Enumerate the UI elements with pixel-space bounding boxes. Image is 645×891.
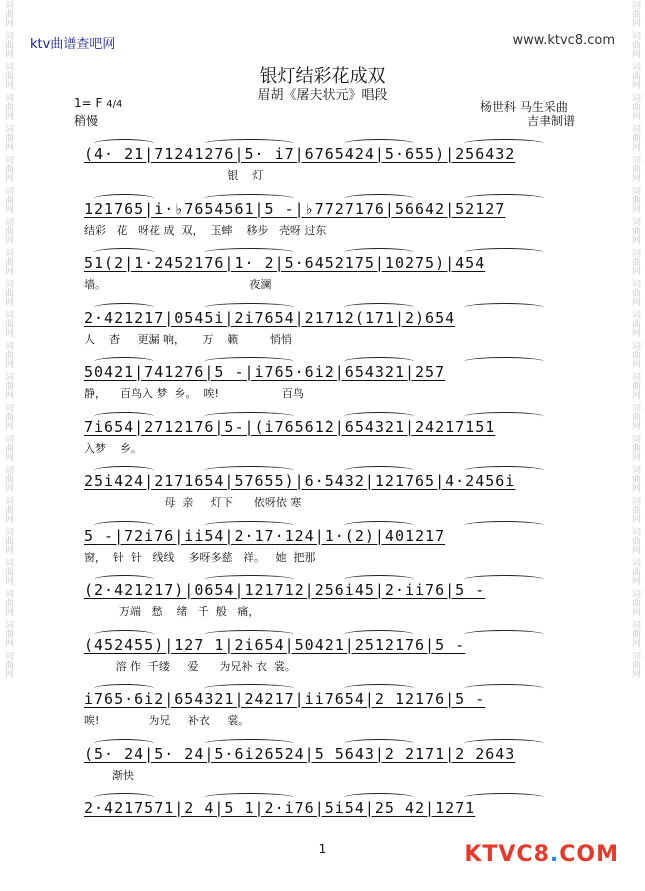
watermark-text: 词曲网 [3,62,13,89]
notation-line: 51(2|1·2452176|1· 2|5·6452175|10275)|454 [84,254,486,272]
slur-arc [464,466,544,475]
slur-arc [464,575,544,584]
slur-arc [344,684,414,693]
slur-arc [204,793,294,802]
slur-arc [94,575,154,584]
notation-line: 2·421217|0545i|2i7654|21712(171|2)654 [84,308,456,327]
score-row [84,690,574,730]
watermark-text: 词曲网 [3,620,13,647]
score-row [84,309,574,349]
slur-arc [204,248,294,257]
notation-line: 2·4217571|2 4|5 1|2·i76|5i54|25 42|1271 [84,799,476,817]
score-row [84,200,574,240]
slur-arc [344,248,414,257]
watermark-text: 词曲网 [3,558,13,585]
slur-arc [344,357,414,366]
slur-arc [94,357,154,366]
time-signature: 4/4 [106,99,123,110]
lyrics-line: 人 杳 更漏 响， 万 籁 悄悄 [84,332,292,346]
score-row [84,527,574,567]
watermark-text: 词曲网 [3,279,13,306]
watermark-text: 词曲网 [3,31,13,58]
notation-line: (5· 24|5· 24|5·6i26524|5 5643|2 2171|2 2643 [84,744,516,763]
watermark-text: 词曲网 [630,341,640,368]
notation-line: 7i654|2712176|5-|(i76561̇2|654321|24217151 [84,417,496,436]
notation-line: 121765|i·♭7654561|5 -|♭7727176|56642|52127 [84,199,506,218]
score-row [84,636,574,676]
watermark-text: 词曲网 [630,465,640,492]
site-name-left[interactable]: ktv曲谱查吧网 [30,37,116,52]
slur-arc [464,139,544,148]
slur-arc [344,793,414,802]
slur-arc [204,194,294,203]
slur-arc [344,139,414,148]
key-label: 1= F [74,96,103,110]
watermark-text: 词曲网 [630,93,640,120]
score-row [84,472,574,512]
notation-line: 5 -|72i76|ii54|2·17·124|1·(2)|401217 [84,526,446,545]
slur-arc [464,684,544,693]
slur-arc [204,466,294,475]
watermark-text: 词曲网 [630,651,640,678]
slur-arc [204,630,294,639]
watermark-text: 词曲网 [630,527,640,554]
watermark-text: 词曲网 [3,124,13,151]
slur-arc [94,303,154,312]
slur-arc [344,630,414,639]
side-watermark-left [2,0,16,891]
watermark-text: 词曲网 [3,186,13,213]
watermark-text: 词曲网 [630,124,640,151]
slur-arc [204,303,294,312]
lyrics-line: 溶 作 千缕 爱 为兄补 衣 裳。 [84,659,296,673]
watermark-text: 词曲网 [3,248,13,275]
slur-arc [204,521,294,530]
slur-arc [464,521,544,530]
score-row [84,145,574,185]
watermark-text: 词曲网 [3,403,13,430]
watermark-text: 词曲网 [3,93,13,120]
lyrics-line: 唉! 为兄 补衣 裳。 [84,714,250,727]
watermark-text: 词曲网 [630,589,640,616]
watermark-text: 词曲网 [630,434,640,461]
slur-arc [344,521,414,530]
slur-arc [204,575,294,584]
slur-arc [464,248,544,257]
slur-arc [464,630,544,639]
lyrics-line: 母 亲 灯下 依呀依 寒 [84,496,302,509]
watermark-text: 词曲网 [3,372,13,399]
watermark-text: 词曲网 [3,341,13,368]
notation-line: (2·421217)|0654|121712|256i45|2·ii76|5 - [84,581,486,599]
watermark-text: 词曲网 [3,496,13,523]
slur-arc [464,793,544,802]
score-row [84,418,574,458]
watermark-text: 词曲网 [630,310,640,337]
slur-arc [344,412,414,421]
composer-credit: 杨世科 马生采曲 [480,100,568,114]
watermark-text: 词曲网 [630,403,640,430]
slur-arc [204,739,294,748]
page-number: 1 [318,842,327,856]
watermark-text: 词曲网 [630,31,640,58]
watermark-text: 词曲网 [630,279,640,306]
key-signature [74,96,122,110]
slur-arc [464,357,544,366]
slur-arc [94,139,154,148]
watermark-text: 词曲网 [630,620,640,647]
lyrics-line: 窗， 针 针 线线 多呀多慈 祥。 她 把那 [84,550,316,564]
watermark-text: 词曲网 [3,651,13,678]
watermark-text: 词曲网 [3,465,13,492]
logo-main: KTVC8 [464,842,550,867]
score-row [84,581,574,621]
slur-arc [94,412,154,421]
notation-line: (4· 21|71241276|5· i7|6765424|5·655)|256432 [84,145,516,163]
arranger-credit: 吉聿制谱 [527,114,576,128]
watermark-text: 词曲网 [630,155,640,182]
site-logo[interactable] [464,842,619,867]
watermark-text: 词曲网 [3,589,13,616]
song-title: 银灯结彩花成双 [259,66,386,87]
notation-line: 50421|741276|5 -|i765·6i2|654321|257 [84,363,446,381]
lyrics-line: 银 灯 [84,169,264,182]
side-watermark-right [629,0,643,891]
lyrics-line: 万端 愁 绪 千 般 痛， [84,605,260,618]
slur-arc [204,684,294,693]
lyrics-line: 渐快 [84,768,134,782]
slur-arc [204,139,294,148]
watermark-text: 词曲网 [630,558,640,585]
lyrics-line: 入梦 乡。 [84,441,142,455]
watermark-text: 词曲网 [630,248,640,275]
slur-arc [344,739,414,748]
slur-arc [94,521,154,530]
watermark-text: 词曲网 [3,434,13,461]
slur-arc [94,466,154,475]
watermark-text: 词曲网 [630,62,640,89]
slur-arc [94,248,154,257]
slur-arc [464,303,544,312]
watermark-text: 词曲网 [3,310,13,337]
slur-arc [344,194,414,203]
slur-arc [94,684,154,693]
slur-arc [94,194,154,203]
slur-arc [204,412,294,421]
slur-arc [94,739,154,748]
slur-arc [204,357,294,366]
lyrics-line: 结彩 花 呀花 成 双， 玉蟀 移步 壳呀 过东 [84,223,327,237]
lyrics-line: 墙。 夜澜 [84,278,272,291]
lyrics-line: 静， 百鸟入 梦 乡。 唉! 百鸟 [84,387,304,400]
song-subtitle: 眉胡《屠夫状元》唱段 [257,88,388,103]
slur-arc [344,466,414,475]
logo-dot: . [549,842,560,867]
watermark-text: 词曲网 [630,496,640,523]
notation-line: (452455)|127 1|2i654|50421|2512176|5 - [84,635,466,654]
watermark-text: 词曲网 [3,217,13,244]
site-url-right[interactable]: www.ktvc8.com [512,33,615,48]
slur-arc [464,412,544,421]
tempo-marking: 稍慢 [74,114,99,128]
watermark-text: 词曲网 [630,372,640,399]
slur-arc [344,303,414,312]
slur-arc [464,739,544,748]
slur-arc [94,630,154,639]
watermark-text: 词曲网 [630,217,640,244]
watermark-text: 词曲网 [630,0,640,27]
watermark-text: 词曲网 [3,155,13,182]
slur-arc [344,575,414,584]
notation-line: i765·6i2|654321|24217|ii7654|2 12176|5 - [84,690,486,708]
score-row [84,799,574,839]
notation-line: 25i424|2171654|57655)|6·5432|121765|4·2456i [84,472,516,490]
slur-arc [94,793,154,802]
logo-tld: COM [559,842,619,867]
score-row [84,254,574,294]
watermark-text: 词曲网 [630,186,640,213]
watermark-text: 词曲网 [3,527,13,554]
watermark-text: 词曲网 [3,0,13,27]
score-row [84,745,574,785]
score-row [84,363,574,403]
slur-arc [464,194,544,203]
